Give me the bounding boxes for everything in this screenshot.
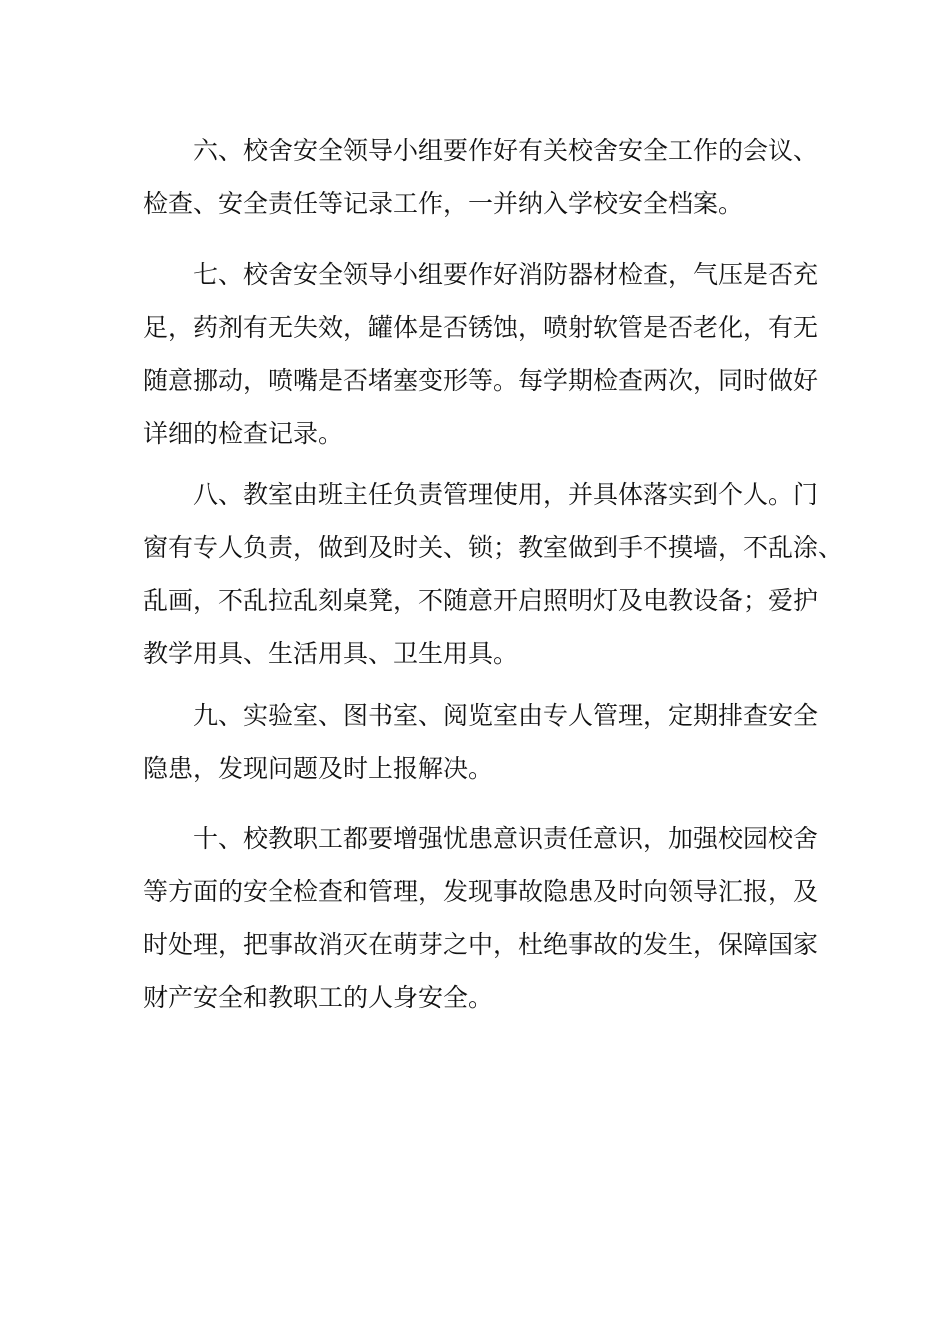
paragraph-line: 教学用具、生活用具、卫生用具。 <box>143 639 519 668</box>
paragraph-line: 时处理，把事故消灭在萌芽之中，杜绝事故的发生，保障国家 <box>143 930 819 959</box>
paragraph-line: 十、校教职工都要增强忧患意识责任意识，加强校园校舍 <box>193 824 819 853</box>
paragraph-line: 六、校舍安全领导小组要作好有关校舍安全工作的会议、 <box>193 136 819 165</box>
paragraph-line: 详细的检查记录。 <box>143 419 344 448</box>
paragraph-line: 乱画，不乱拉乱刻桌凳，不随意开启照明灯及电教设备；爱护 <box>143 586 819 615</box>
paragraph-line: 七、校舍安全领导小组要作好消防器材检查，气压是否充 <box>193 260 819 289</box>
paragraph-line: 九、实验室、图书室、阅览室由专人管理，定期排查安全 <box>193 701 819 730</box>
paragraph-line: 随意挪动，喷嘴是否堵塞变形等。每学期检查两次，同时做好 <box>143 366 819 395</box>
paragraph-line: 隐患，发现问题及时上报解决。 <box>143 754 494 783</box>
paragraph-line: 财产安全和教职工的人身安全。 <box>143 983 494 1012</box>
paragraph-line: 窗有专人负责，做到及时关、锁；教室做到手不摸墙，不乱涂、 <box>143 533 844 562</box>
paragraph-line: 检查、安全责任等记录工作，一并纳入学校安全档案。 <box>143 189 744 218</box>
paragraph-line: 足，药剂有无失效，罐体是否锈蚀，喷射软管是否老化，有无 <box>143 313 819 342</box>
paragraph-line: 等方面的安全检查和管理，发现事故隐患及时向领导汇报，及 <box>143 877 819 906</box>
paragraph-line: 八、教室由班主任负责管理使用，并具体落实到个人。门 <box>193 480 819 509</box>
